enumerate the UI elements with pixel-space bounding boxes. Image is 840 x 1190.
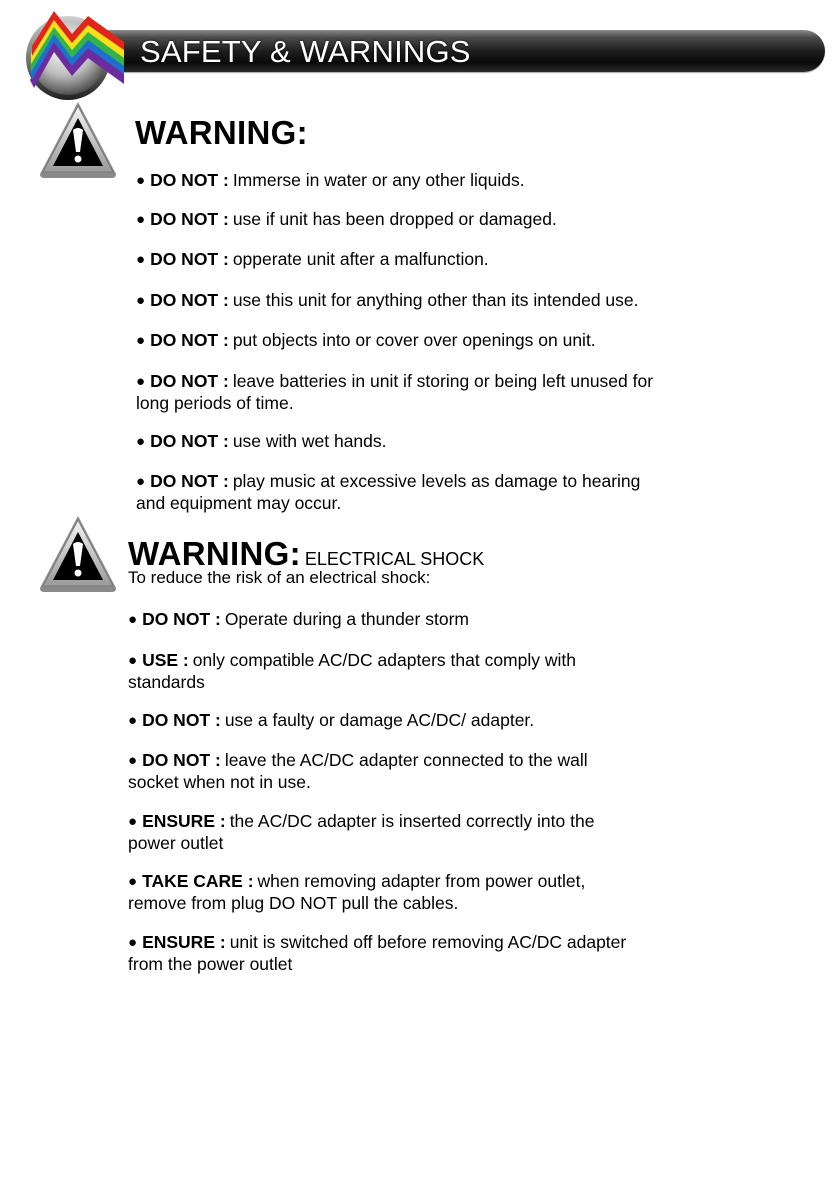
list-item: ● DO NOT : play music at excessive levels as damage to hearing and equipment may occur. xyxy=(136,471,641,513)
rainbow-mountain-logo xyxy=(20,8,130,100)
list-item: ● TAKE CARE : when removing adapter from power outlet, remove from plug DO NOT pull the cables. xyxy=(128,871,586,913)
list-item: ● DO NOT : Operate during a thunder storm xyxy=(128,609,469,629)
exclamation-triangle-icon xyxy=(38,514,118,594)
intro-text: To reduce the risk of an electrical shock: xyxy=(128,568,431,587)
list-item: ● DO NOT : leave the AC/DC adapter connected to the wall socket when not in use. xyxy=(128,750,588,792)
list-item: ● DO NOT : Immerse in water or any other liquids. xyxy=(136,170,525,190)
list-item: ● ENSURE : unit is switched off before removing AC/DC adapter from the power outlet xyxy=(128,932,627,974)
list-item: ● DO NOT : use this unit for anything other than its intended use. xyxy=(136,290,639,310)
list-item: ● DO NOT : leave batteries in unit if storing or being left unused for long periods of time. xyxy=(136,371,654,413)
list-item: ● ENSURE : the AC/DC adapter is inserted correctly into the power outlet xyxy=(128,811,595,853)
list-item: ● DO NOT : use with wet hands. xyxy=(136,431,387,451)
list-item: ● USE : only compatible AC/DC adapters that comply with standards xyxy=(128,650,576,692)
warning-subheading: ELECTRICAL SHOCK xyxy=(304,549,485,569)
warning-heading-text: WARNING: xyxy=(128,535,301,572)
exclamation-triangle-icon xyxy=(38,100,118,180)
warning-heading: WARNING: xyxy=(135,114,308,151)
list-item: ● DO NOT : use if unit has been dropped or damaged. xyxy=(136,209,557,229)
page-title: SAFETY & WARNINGS xyxy=(140,34,471,69)
list-item: ● DO NOT : put objects into or cover over openings on unit. xyxy=(136,330,596,350)
list-item: ● DO NOT : opperate unit after a malfunction. xyxy=(136,249,489,269)
list-item: ● DO NOT : use a faulty or damage AC/DC/ adapter. xyxy=(128,710,535,730)
